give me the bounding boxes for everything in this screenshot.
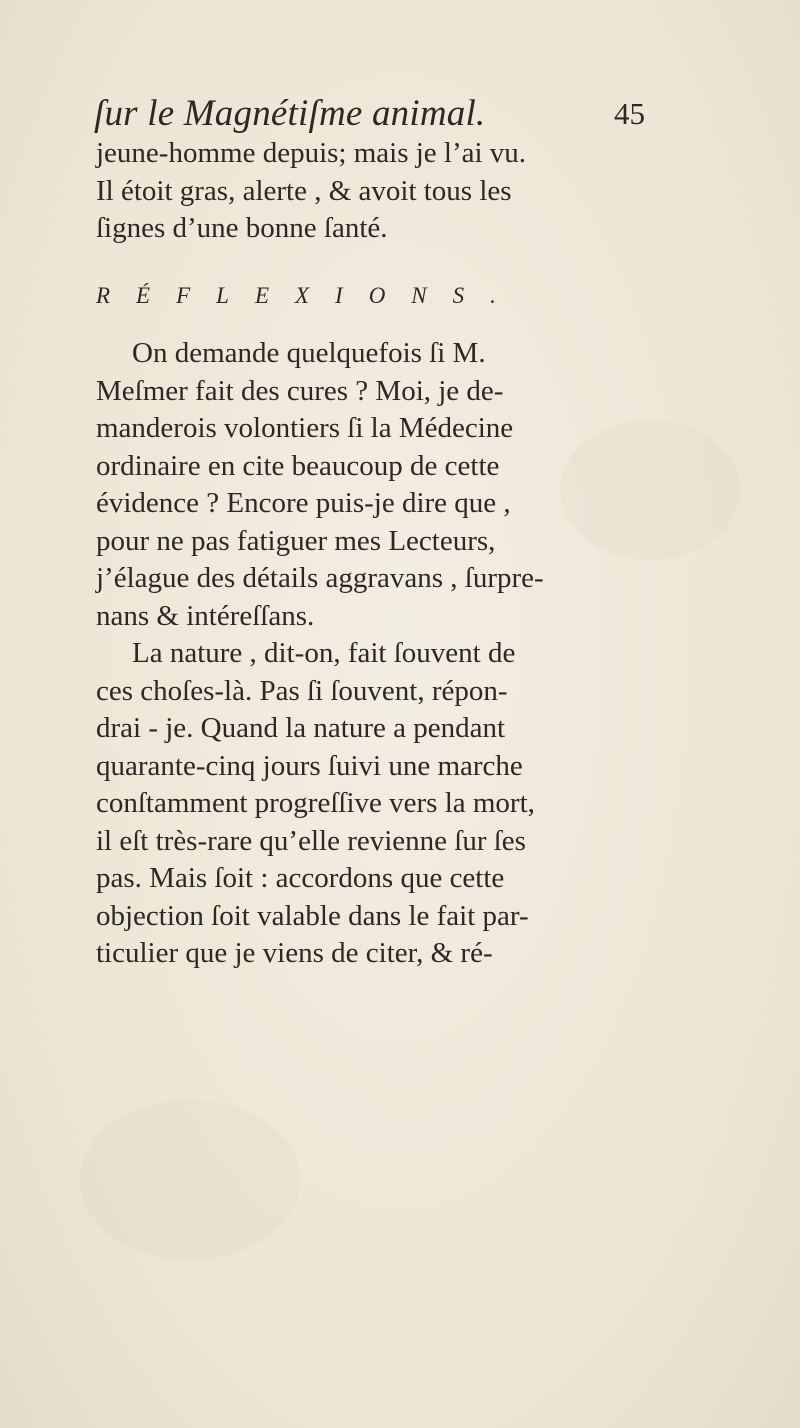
page-number: 45: [614, 96, 645, 131]
section-heading: RÉFLEXIONS.: [96, 283, 522, 308]
text-line: conſtamment progreſſive vers la mort,: [96, 787, 535, 819]
text-line: La nature , dit-on, fait ſouvent de: [132, 637, 516, 669]
text-line: ſignes d’une bonne ſanté.: [96, 212, 388, 244]
reflexions-text: [96, 335, 736, 973]
text-line: objection ſoit valable dans le fait par-: [96, 899, 529, 932]
text-line: Il étoit gras, alerte , & avoit tous les: [96, 174, 512, 207]
text-line: manderois volontiers ſi la Médecine: [96, 412, 514, 444]
text-line: On demande quelquefois ſi M.: [132, 337, 486, 369]
paper-stain: [80, 1100, 300, 1260]
text-line: il eſt très-rare qu’elle revienne ſur ſes: [96, 824, 526, 857]
text-line: Meſmer fait des cures ? Moi, je de-: [96, 374, 504, 407]
text-line: j’élague des détails aggravans , ſurpre-: [96, 562, 544, 594]
text-line: pas. Mais ſoit : accordons que cette: [96, 862, 505, 894]
text-line: pour ne pas fatiguer mes Lecteurs,: [96, 524, 496, 557]
text-line: nans & intéreſſans.: [96, 599, 315, 632]
running-title: ſur le Magnétiſme animal.: [94, 93, 486, 134]
text-line: ces choſes-là. Pas ſi ſouvent, répon-: [96, 674, 508, 707]
opening-paragraph: [96, 135, 736, 248]
page-header: [94, 92, 734, 140]
text-line: quarante-cinq jours ſuivi une marche: [96, 749, 523, 782]
text-line: évidence ? Encore puis-je dire que ,: [96, 487, 511, 519]
text-line: ordinaire en cite beaucoup de cette: [96, 449, 500, 482]
text-line: ticulier que je viens de citer, & ré-: [96, 937, 493, 969]
text-line: jeune-homme depuis; mais je l’ai vu.: [96, 137, 527, 169]
text-line: drai - je. Quand la nature a pendant: [96, 712, 506, 744]
